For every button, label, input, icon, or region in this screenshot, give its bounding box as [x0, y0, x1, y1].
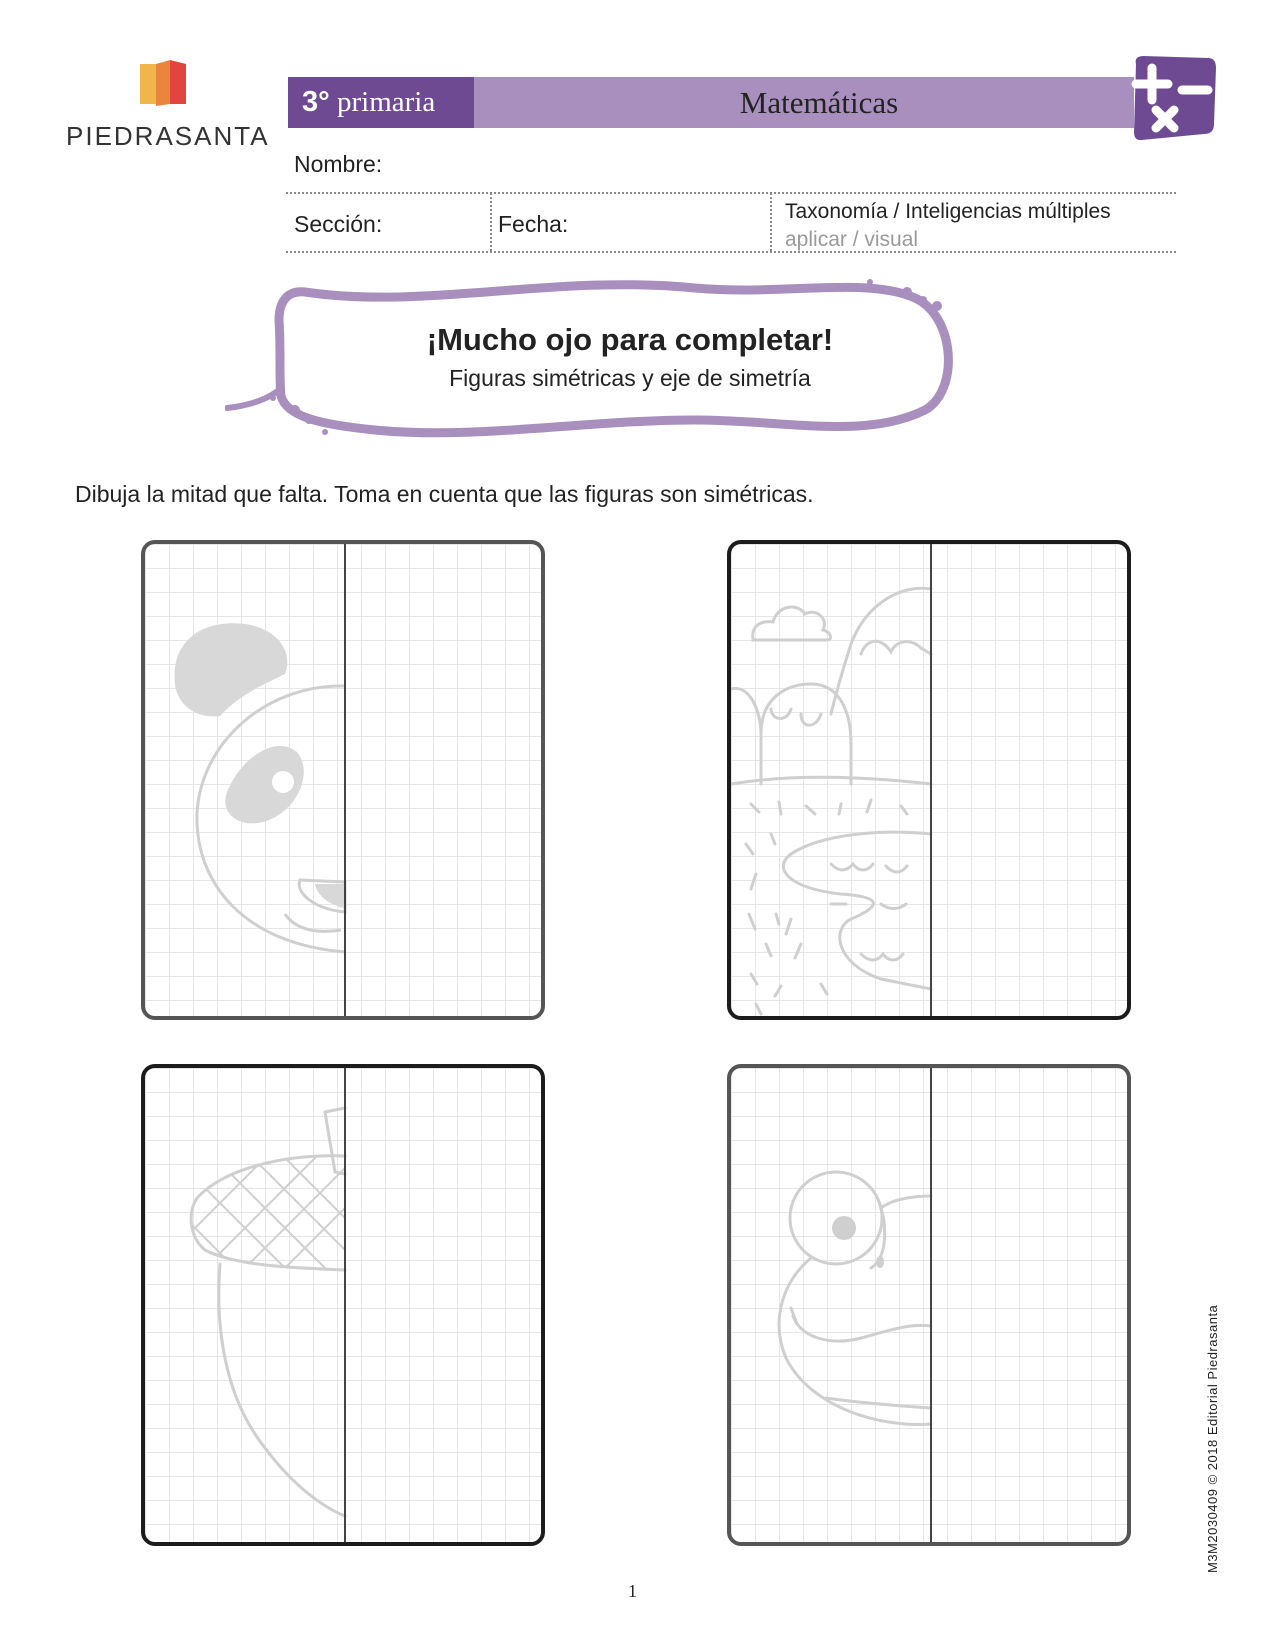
field-divider: [770, 193, 772, 251]
speech-bubble-banner: [225, 270, 985, 455]
symmetry-axis: [344, 544, 346, 1016]
section-date-line[interactable]: [286, 251, 1176, 253]
taxonomy-value: aplicar / visual: [785, 228, 919, 251]
symmetry-axis: [344, 1068, 346, 1542]
page-number: 1: [628, 1581, 637, 1601]
banner-title: ¡Mucho ojo para completar!: [426, 322, 834, 357]
copyright-notice: M3M2030409 © 2018 Editorial Piedrasanta: [1205, 1304, 1220, 1573]
date-label: Fecha:: [498, 211, 569, 237]
symmetry-axis: [930, 544, 932, 1016]
grade-number: 3°: [302, 86, 330, 118]
name-label: Nombre:: [294, 151, 383, 177]
exercise-panel-frog[interactable]: [727, 1064, 1131, 1546]
taxonomy-label: Taxonomía / Inteligencias múltiples: [785, 200, 1111, 223]
subject-title: Matemáticas: [739, 85, 899, 120]
name-line[interactable]: [286, 192, 1176, 194]
section-label: Sección:: [294, 211, 383, 237]
exercise-panel-acorn[interactable]: [141, 1064, 545, 1546]
grade-label: primaria: [336, 86, 436, 118]
exercise-panel-panda[interactable]: [141, 540, 545, 1020]
publisher-name: PIEDRASANTA: [66, 121, 270, 151]
banner-subtitle: Figuras simétricas y eje de simetría: [449, 365, 811, 391]
instruction-text: Dibuja la mitad que falta. Toma en cuenta que las figuras son simétricas.: [75, 481, 814, 507]
symmetry-axis: [930, 1068, 932, 1542]
grade-badge: [288, 77, 474, 128]
math-operations-icon: [1128, 54, 1218, 149]
field-divider: [490, 193, 492, 251]
exercise-panel-landscape[interactable]: [727, 540, 1131, 1020]
